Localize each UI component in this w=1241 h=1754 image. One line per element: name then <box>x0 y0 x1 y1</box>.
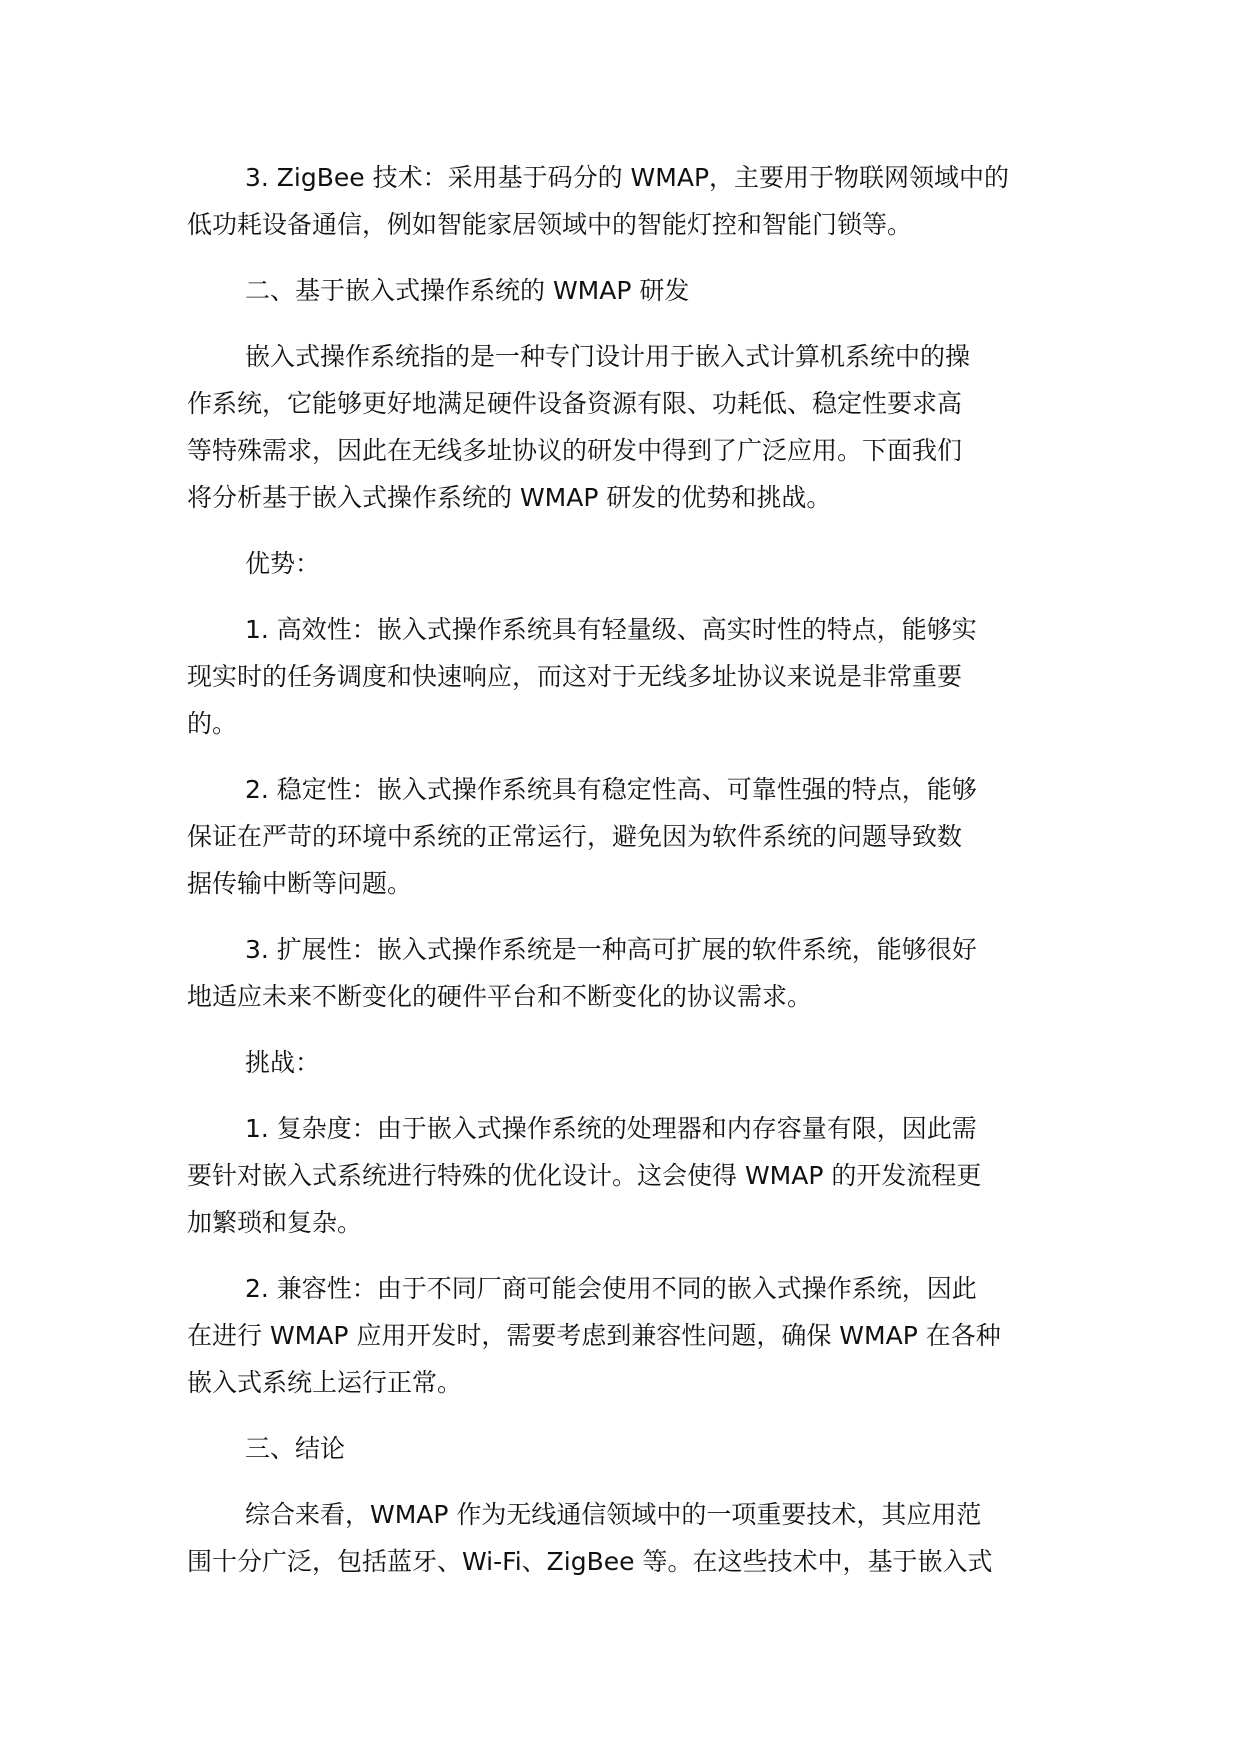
document-body <box>187 154 1067 1604</box>
text-line: 保证在严苛的环境中系统的正常运行，避免因为软件系统的问题导致数 <box>187 822 963 851</box>
text-line: 1. 复杂度：由于嵌入式操作系统的处理器和内存容量有限，因此需 <box>245 1114 977 1143</box>
text-line: 综合来看，WMAP 作为无线通信领域中的一项重要技术，其应用范 <box>245 1500 982 1529</box>
advantage-item-1 <box>187 606 1067 747</box>
text-line: 2. 稳定性：嵌入式操作系统具有稳定性高、可靠性强的特点，能够 <box>245 775 977 804</box>
text-line: 据传输中断等问题。 <box>187 869 413 898</box>
section-heading-2 <box>187 267 1067 314</box>
label-text: 优势： <box>245 549 321 578</box>
text-line: 2. 兼容性：由于不同厂商可能会使用不同的嵌入式操作系统，因此 <box>245 1274 977 1303</box>
challenge-item-2 <box>187 1265 1067 1406</box>
advantages-label <box>187 540 1067 587</box>
text-line: 将分析基于嵌入式操作系统的 WMAP 研发的优势和挑战。 <box>187 483 832 512</box>
paragraph-zigbee <box>187 154 1067 248</box>
text-line: 嵌入式操作系统指的是一种专门设计用于嵌入式计算机系统中的操 <box>245 342 971 371</box>
heading-text: 三、结论 <box>245 1434 346 1463</box>
text-line: 作系统，它能够更好地满足硬件设备资源有限、功耗低、稳定性要求高 <box>187 389 963 418</box>
advantage-item-3 <box>187 926 1067 1020</box>
heading-text: 二、基于嵌入式操作系统的 WMAP 研发 <box>245 276 690 305</box>
challenge-item-1 <box>187 1105 1067 1246</box>
label-text: 挑战： <box>245 1048 321 1077</box>
text-line: 地适应未来不断变化的硬件平台和不断变化的协议需求。 <box>187 982 813 1011</box>
text-line: 在进行 WMAP 应用开发时，需要考虑到兼容性问题，确保 WMAP 在各种 <box>187 1321 1001 1350</box>
text-line: 围十分广泛，包括蓝牙、Wi-Fi、ZigBee 等。在这些技术中，基于嵌入式 <box>187 1547 993 1576</box>
text-line: 加繁琐和复杂。 <box>187 1208 363 1237</box>
challenges-label <box>187 1039 1067 1086</box>
section-heading-3 <box>187 1425 1067 1472</box>
text-line: 低功耗设备通信，例如智能家居领域中的智能灯控和智能门锁等。 <box>187 210 913 239</box>
text-line: 3. 扩展性：嵌入式操作系统是一种高可扩展的软件系统，能够很好 <box>245 935 977 964</box>
advantage-item-2 <box>187 766 1067 907</box>
text-line: 嵌入式系统上运行正常。 <box>187 1368 463 1397</box>
text-line: 现实时的任务调度和快速响应，而这对于无线多址协议来说是非常重要 <box>187 662 963 691</box>
paragraph-intro <box>187 333 1067 521</box>
text-line: 要针对嵌入式系统进行特殊的优化设计。这会使得 WMAP 的开发流程更 <box>187 1161 982 1190</box>
text-line: 3. ZigBee 技术：采用基于码分的 WMAP，主要用于物联网领域中的 <box>245 163 1010 192</box>
text-line: 1. 高效性：嵌入式操作系统具有轻量级、高实时性的特点，能够实 <box>245 615 977 644</box>
text-line: 的。 <box>187 709 238 738</box>
paragraph-conclusion <box>187 1491 1067 1585</box>
text-line: 等特殊需求，因此在无线多址协议的研发中得到了广泛应用。下面我们 <box>187 436 963 465</box>
